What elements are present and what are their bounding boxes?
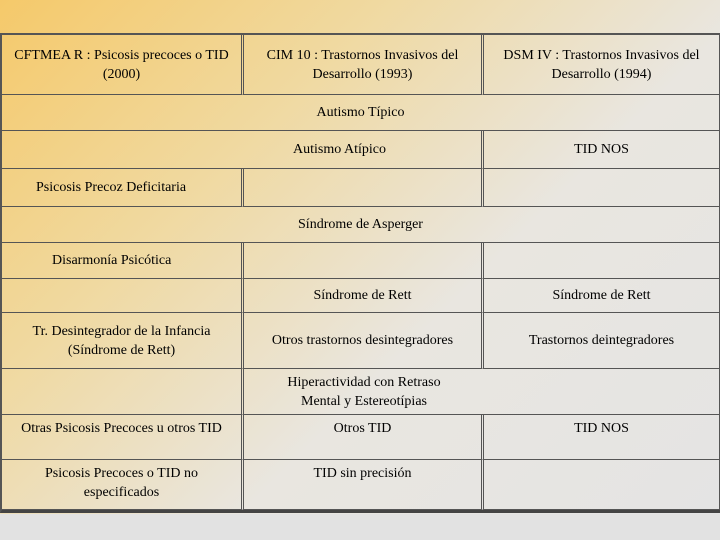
header-row <box>2 35 720 95</box>
cell-tid-nos-2: TID NOS <box>484 415 720 460</box>
table-row <box>2 415 720 460</box>
cell-sindrome-asperger: Síndrome de Asperger <box>2 207 720 243</box>
cell-autismo-atipico: Autismo Atípico <box>2 131 484 169</box>
cell-rett-cim10: Síndrome de Rett <box>244 279 484 313</box>
table-row <box>2 169 720 207</box>
table-row <box>2 313 720 369</box>
cell-empty <box>2 279 244 313</box>
classification-table <box>0 33 720 513</box>
cell-hiperactividad-wrap <box>244 369 720 415</box>
table-row <box>2 131 720 169</box>
cell-trastornos-deintegradores: Trastornos deintegradores <box>484 313 720 369</box>
table-row <box>2 95 720 131</box>
cell-autismo-tipico: Autismo Típico <box>2 95 720 131</box>
cell-empty <box>484 243 720 279</box>
cell-empty <box>2 369 244 415</box>
cell-tid-sin-precision: TID sin precisión <box>244 460 484 510</box>
cell-tr-desintegrador: Tr. Desintegrador de la Infancia (Síndrome de Rett) <box>2 313 244 369</box>
cell-otros-tid: Otros TID <box>244 415 484 460</box>
cell-otros-desintegradores: Otros trastornos desintegradores <box>244 313 484 369</box>
bottom-strip <box>0 514 720 540</box>
table-row <box>2 207 720 243</box>
cell-tid-nos: TID NOS <box>484 131 720 169</box>
cell-empty <box>244 243 484 279</box>
table-row <box>2 243 720 279</box>
cell-disarmonia-psicotica: Disarmonía Psicótica <box>2 243 244 279</box>
header-dsm4: DSM IV : Trastornos Invasivos del Desarrollo (1994) <box>484 35 720 95</box>
cell-rett-dsm4: Síndrome de Rett <box>484 279 720 313</box>
cell-psicosis-precoz-deficitaria: Psicosis Precoz Deficitaria <box>2 169 244 207</box>
table-row <box>2 279 720 313</box>
cell-empty <box>244 169 484 207</box>
table-row <box>2 369 720 415</box>
table-row <box>2 460 720 510</box>
cell-psicosis-no-especificados: Psicosis Precoces o TID no especificados <box>2 460 244 510</box>
cell-empty <box>484 460 720 510</box>
cell-hiperactividad: Hiperactividad con Retraso Mental y Estereotípias <box>287 374 441 409</box>
cell-empty <box>484 169 720 207</box>
header-cim10: CIM 10 : Trastornos Invasivos del Desarrollo (1993) <box>244 35 484 95</box>
header-cftmea: CFTMEA R : Psicosis precoces o TID (2000) <box>2 35 244 95</box>
cell-otras-psicosis: Otras Psicosis Precoces u otros TID <box>2 415 244 460</box>
